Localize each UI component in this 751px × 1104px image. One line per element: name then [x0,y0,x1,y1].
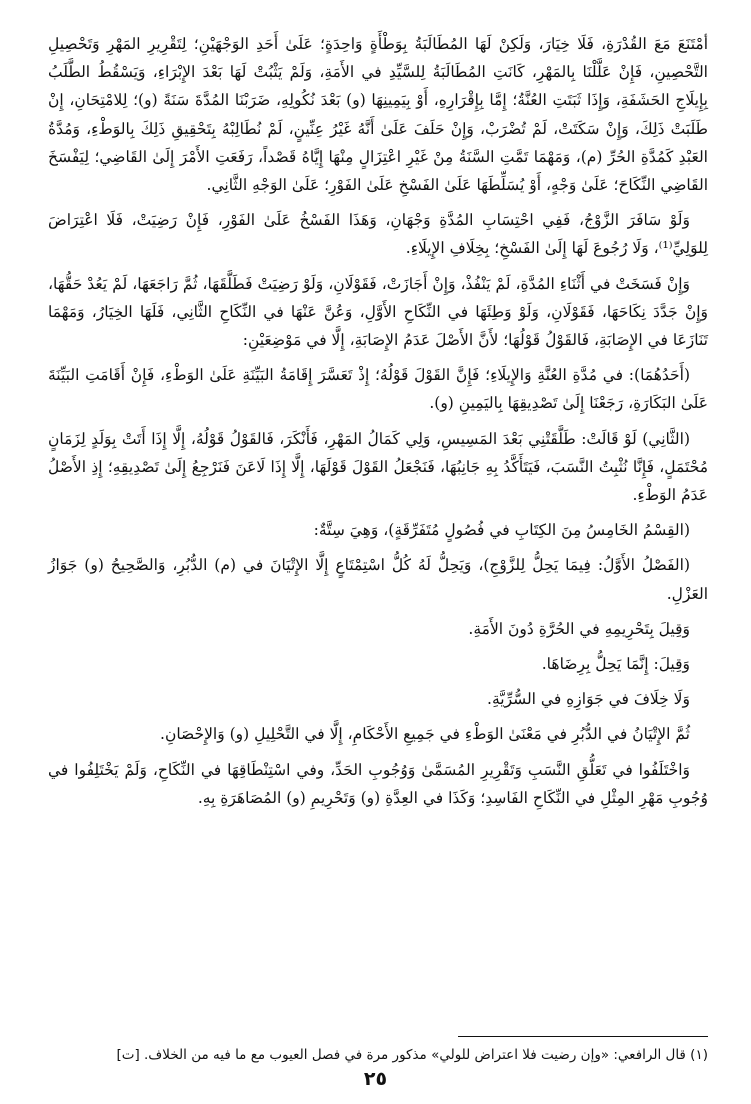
paragraph-opinion-consent: وَقِيلَ: إِنَّمَا يَحِلُّ بِرِضَاهَا. [541,655,690,674]
paragraph-second-case: (الثَّانِي) لَوْ قَالَتْ: طَلَّقَتْنِي بَعْدَ المَسِيسِ، وَلِي كَمَالُ المَهْرِ، فَأَنْكَرَ، فَالقَوْلُ قَوْلُهُ، إِلَّا إِذَا أَتَتْ بِوَلَدٍ لِزَمَانٍ مُحْتَمَلٍ، فَإِنَّا نُثْبِتُ النَّسَبَ، فَيَتَأَكَّدُ بِهِ جَانِبُهَا، فَنَجْعَلُ القَوْلَ قَوْلَهَا، إِلَّا إِذَا لَاعَنَ فَنَرْجِعُ إِلَىٰ تَصْدِيقِهِ؛ إِذِ الأَصْلُ عَدَمُ الوَطْءِ. [48,429,708,505]
paragraph-disagreement: وَاخْتَلَفُوا في تَعَلُّقِ النَّسَبِ وَتَقْرِيرِ المُسَمَّىٰ وَوُجُوبِ الحَدِّ، وفي اسْتِنْطَاقِهَا في النِّكَاحِ، وَلَمْ يَخْتَلِفُوا في وُجُوبِ مَهْرِ المِثْلِ في النِّكَاحِ الفَاسِدِ؛ وَكَذَا في العِدَّةِ (و) وَتَحْرِيمِ (و) المُصَاهَرَةِ بِهِ. [48,760,708,807]
paragraph-first-case: (أَحَدُهُمَا): في مُدَّةِ العُنَّةِ وَالإِيلَاءِ؛ فَإِنَّ القَوْلَ قَوْلُهُ؛ إِذْ تَعَسَّرَ إِقَامَةُ البَيِّنَةِ عَلَىٰ الوَطْءِ، فَإِنْ أَقَامَتِ البَيِّنَةَ عَلَىٰ البَكَارَةِ، رَجَعْنَا إِلَىٰ تَصْدِيقِهَا بِاليَمِينِ (و). [48,366,708,413]
footnote: (١) قال الرافعي: «وإن رضيت فلا اعتراض للولي» مذكور مرة في فصل العيوب مع ما فيه من الخلاف. [ت] [116,1047,708,1063]
paragraph-annulment-during-period: وَإِنْ فَسَخَتْ في أَثْنَاءِ المُدَّةِ، لَمْ يَنْفُذْ، وَإِنْ أَجَازَتْ، فَقَوْلَانِ، وَلَوْ رَضِيَتْ فَطَلَّقَهَا، ثُمَّ رَاجَعَهَا، لَمْ يَعُدْ حَقُّهَا، وَإِنْ جَدَّدَ نِكَاحَهَا، فَقَوْلَانِ، وَلَوْ وَطِئَهَا في النِّكَاحِ الأَوَّلِ، وَعُنَّ عَنْهَا في النِّكَاحِ الثَّانِي، فَلَهَا الخِيَارُ، وَمَهْمَا تَنَازَعَا في الإِصَابَةِ، فَالقَوْلُ قَوْلُهَا؛ لأَنَّ الأَصْلَ عَدَمُ الإِصَابَةِ، إِلَّا في مَوْضِعَيْنِ: [48,274,708,350]
paragraph-first-chapter: (الفَصْلُ الأَوَّلُ: فِيمَا يَحِلُّ لِلزَّوْجِ)، وَيَحِلُّ لَهُ كُلُّ اسْتِمْتَاعٍ إِلَّا الإِتْيَانَ في (م) الدُّبُرِ، وَالصَّحِيحُ (و) جَوَازُ العَزْلِ. [48,556,708,603]
paragraph-rulings: ثُمَّ الإِتْيَانُ في الدُّبُرِ في مَعْنَىٰ الوَطْءِ في جَمِيعِ الأَحْكَامِ، إِلَّا في التَّحْلِيلِ (و) وَالإِحْصَانِ. [160,725,690,744]
section-heading-fifth-part: (القِسْمُ الخَامِسُ مِنَ الكِتَابِ في فُصُولٍ مُتَفَرِّقَةٍ)، وَهِيَ سِتَّةٌ: [313,521,690,540]
footnote-separator [458,1036,708,1037]
paragraph-opinion-free-woman: وَقِيلَ بِتَحْرِيمِهِ في الحُرَّةِ دُونَ الأَمَةِ. [468,619,690,638]
paragraph-concubine: وَلَا خِلَافَ في جَوَازِهِ في السُّرِّيَّةِ. [487,690,690,709]
paragraph-husband-travel: وَلَوْ سَافَرَ الزَّوْجُ، فَفِي احْتِسَابِ المُدَّةِ وَجْهَانِ، وَهَذَا الفَسْخُ عَلَىٰ الفَوْرِ، فَإِنْ رَضِيَتْ، فَلَا اعْتِرَاضَ لِلوَلِيِّ⁽¹⁾، وَلَا رُجُوعَ لَهَا إِلَىٰ الفَسْخِ؛ بِخِلَافِ الإِيلَاءِ. [48,211,708,258]
page-number: ٢٥ [363,1068,388,1090]
page-body [48,30,708,819]
paragraph-impotence-ruling: أمْتَنَعَ مَعَ القُدْرَةِ، فَلَا خِيَارَ، وَلَكِنْ لَهَا المُطَالَبَةُ بِوَطْأَةٍ وَاحِدَةٍ؛ عَلَىٰ أَحَدِ الوَجْهَيْنِ؛ لِتَقْرِيرِ المَهْرِ وَتَحْصِيلِ التَّحْصِينِ، فَإِنْ عَلَّلْنَا بِالمَهْرِ، كَانَتِ المُطَالَبَةُ لِلسَّيِّدِ في الأَمَةِ، وَلَمْ يَثْبُتْ لَهَا بَعْدَ الإِبْرَاءِ، وَيَسْقُطُ الطَّلَبُ بِإِيلَاجِ الحَشَفَةِ، وَإِذَا ثَبَتَتِ العُنَّةُ؛ إِمَّا بِإِقْرَارِهِ، أَوْ بِيَمِينِهَا (و) بَعْدَ نُكُولِهِ، ضَرَبْنَا المُدَّةَ سَنَةً (و)؛ لِلامْتِحَانِ، إِنْ طَلَبَتْ ذَلِكَ، وَإِنْ سَكَتَتْ، لَمْ تُضْرَبْ، وَإِنْ حَلَفَ عَلَىٰ أَنَّهُ غَيْرُ عِنِّينٍ، لَمْ نُطَالِبْهُ بِتَحْقِيقِ ذَلِكَ بِالوَطْءِ، وَمُدَّةُ العَبْدِ كَمُدَّةِ الحُرِّ (م)، وَمَهْمَا تَمَّتِ السَّنَةُ مِنْ غَيْرِ اعْتِزَالٍ مِنْهَا إِيَّاهُ قَصْداً، رَفَعَتِ الأَمْرَ إِلَىٰ القَاضِي؛ لِيَفْسَخَ القَاضِي النِّكَاحَ؛ عَلَىٰ وَجْهٍ، أَوْ يُسَلِّطَهَا عَلَىٰ الفَسْخِ عَلَىٰ الفَوْرِ؛ عَلَىٰ الوَجْهِ الثَّانِي. [48,35,708,195]
